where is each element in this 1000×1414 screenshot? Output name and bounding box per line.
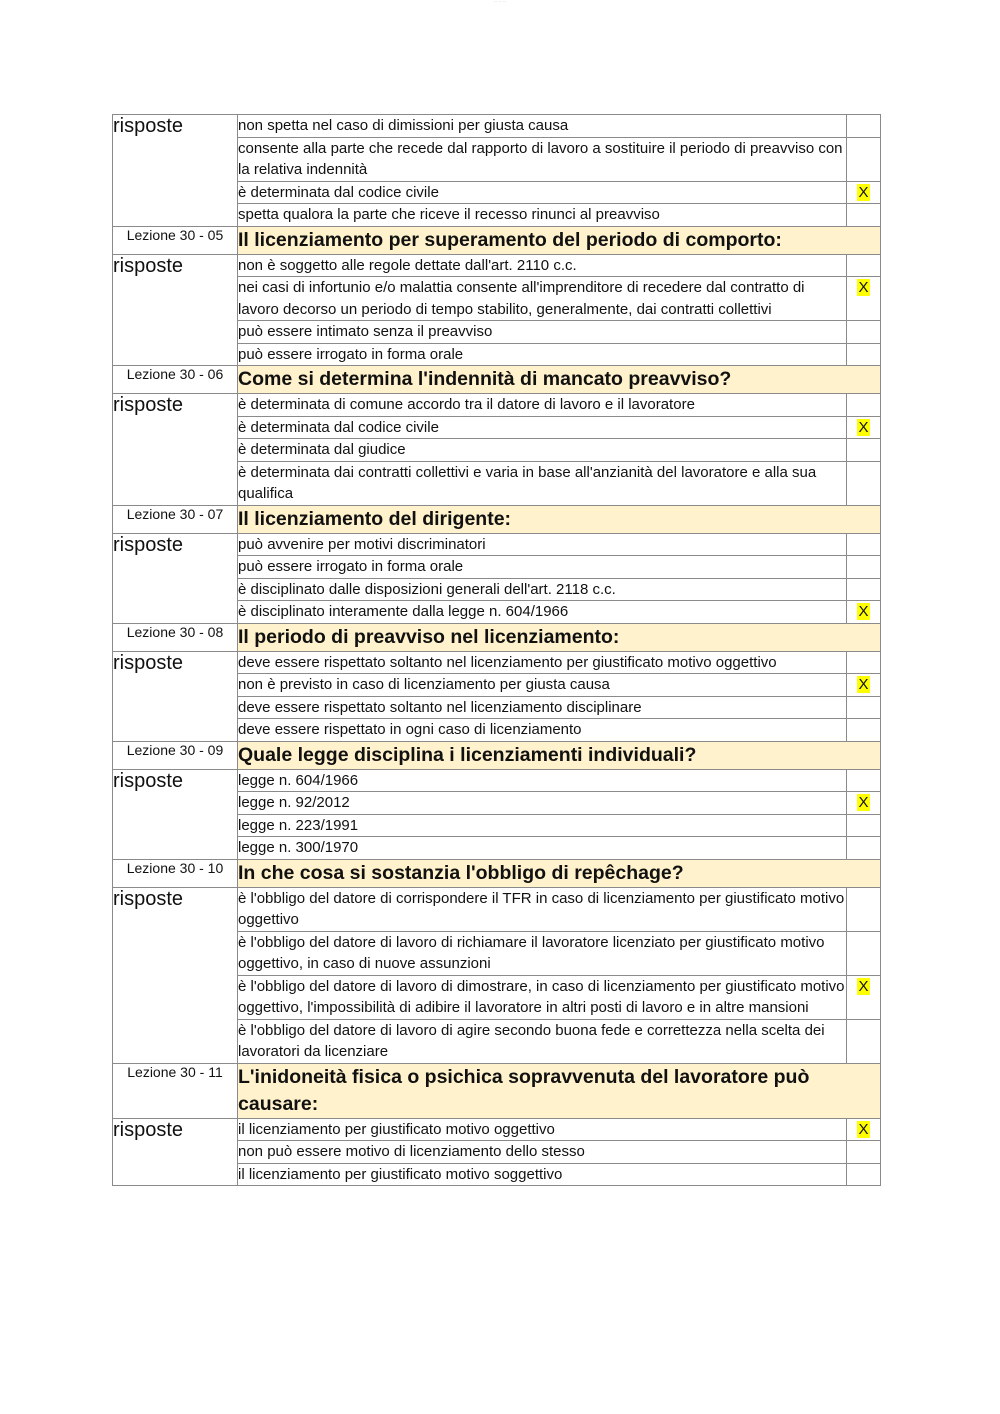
- correct-mark: X: [858, 418, 869, 436]
- answer-mark-cell: [847, 651, 881, 674]
- question-text: Quale legge disciplina i licenziamenti individuali?: [238, 741, 881, 769]
- answer-mark-cell: [847, 719, 881, 742]
- answers-label: risposte: [113, 651, 238, 741]
- question-text: Come si determina l'indennità di mancato preavviso?: [238, 366, 881, 394]
- answer-mark-cell: [847, 814, 881, 837]
- answer-text: è l'obbligo del datore di corrispondere il TFR in caso di licenziamento per giustificato motivo oggettivo: [238, 887, 847, 931]
- answer-mark-cell: [847, 439, 881, 462]
- answers-label: risposte: [113, 533, 238, 623]
- answer-text: non è previsto in caso di licenziamento per giusta causa: [238, 674, 847, 697]
- answer-text: è disciplinato interamente dalla legge n. 604/1966: [238, 601, 847, 624]
- answer-mark-cell: [847, 137, 881, 181]
- lesson-id: Lezione 30 - 07: [113, 505, 238, 533]
- question-row: [113, 623, 881, 651]
- question-row: [113, 226, 881, 254]
- answer-mark-cell: [847, 115, 881, 138]
- answer-row: [113, 887, 881, 931]
- answer-row: [113, 533, 881, 556]
- answer-mark-cell: [847, 321, 881, 344]
- answer-mark-cell: [847, 578, 881, 601]
- lesson-id: Lezione 30 - 05: [113, 226, 238, 254]
- answer-text: legge n. 300/1970: [238, 837, 847, 860]
- answer-mark-cell: [847, 254, 881, 277]
- answer-mark-cell: [847, 696, 881, 719]
- page-header-mark: ··········: [493, 0, 507, 4]
- correct-mark: X: [858, 794, 869, 811]
- answers-label: risposte: [113, 887, 238, 1063]
- answer-text: è determinata dal codice civile: [238, 416, 847, 439]
- answer-row: [113, 769, 881, 792]
- answer-mark-cell: [847, 931, 881, 975]
- lesson-id: Lezione 30 - 11: [113, 1063, 238, 1118]
- answer-mark-cell: [847, 394, 881, 417]
- lesson-id: Lezione 30 - 06: [113, 366, 238, 394]
- answer-mark-cell: [847, 887, 881, 931]
- answer-mark-cell: [847, 204, 881, 227]
- answer-text: è disciplinato dalle disposizioni generali dell'art. 2118 c.c.: [238, 578, 847, 601]
- answer-mark-cell: [847, 461, 881, 505]
- answer-mark-cell: [847, 277, 881, 321]
- answer-text: deve essere rispettato soltanto nel licenziamento disciplinare: [238, 696, 847, 719]
- answers-label: risposte: [113, 769, 238, 859]
- answer-text: può avvenire per motivi discriminatori: [238, 533, 847, 556]
- answer-mark-cell: [847, 792, 881, 815]
- correct-mark: X: [858, 676, 869, 693]
- answer-mark-cell: [847, 975, 881, 1019]
- answer-text: può essere intimato senza il preavviso: [238, 321, 847, 344]
- answer-mark-cell: [847, 181, 881, 204]
- answer-text: non può essere motivo di licenziamento dello stesso: [238, 1141, 847, 1164]
- answer-text: legge n. 604/1966: [238, 769, 847, 792]
- answer-row: [113, 1118, 881, 1141]
- question-text: L'inidoneità fisica o psichica sopravvenuta del lavoratore può causare:: [238, 1063, 881, 1118]
- question-row: [113, 366, 881, 394]
- answer-text: è determinata di comune accordo tra il datore di lavoro e il lavoratore: [238, 394, 847, 417]
- question-text: Il periodo di preavviso nel licenziamento:: [238, 623, 881, 651]
- answer-mark-cell: [847, 1163, 881, 1186]
- answer-text: è l'obbligo del datore di lavoro di agire secondo buona fede e correttezza nella scelta dei lavoratori da licenziare: [238, 1019, 847, 1063]
- question-text: Il licenziamento per superamento del periodo di comporto:: [238, 226, 881, 254]
- answer-text: legge n. 223/1991: [238, 814, 847, 837]
- answers-label: risposte: [113, 1118, 238, 1186]
- answer-text: è l'obbligo del datore di lavoro di richiamare il lavoratore licenziato per giustificato motivo oggettivo, in caso di nuove assunzioni: [238, 931, 847, 975]
- question-row: [113, 741, 881, 769]
- answers-label: risposte: [113, 115, 238, 227]
- answer-mark-cell: [847, 769, 881, 792]
- answer-mark-cell: [847, 837, 881, 860]
- answer-row: [113, 254, 881, 277]
- answer-text: è determinata dal codice civile: [238, 181, 847, 204]
- lesson-id: Lezione 30 - 08: [113, 623, 238, 651]
- question-row: [113, 505, 881, 533]
- answer-text: può essere irrogato in forma orale: [238, 556, 847, 579]
- question-row: [113, 1063, 881, 1118]
- answer-text: è determinata dai contratti collettivi e varia in base all'anzianità del lavoratore e alla sua qualifica: [238, 461, 847, 505]
- answers-label: risposte: [113, 254, 238, 366]
- correct-mark: X: [858, 183, 869, 201]
- correct-mark: X: [858, 603, 869, 620]
- answer-mark-cell: [847, 343, 881, 366]
- quiz-table: [112, 114, 881, 1186]
- answer-mark-cell: [847, 416, 881, 439]
- correct-mark: X: [858, 1120, 869, 1138]
- answer-text: spetta qualora la parte che riceve il recesso rinunci al preavviso: [238, 204, 847, 227]
- answer-mark-cell: [847, 674, 881, 697]
- answer-mark-cell: [847, 601, 881, 624]
- lesson-id: Lezione 30 - 10: [113, 859, 238, 887]
- answer-row: [113, 394, 881, 417]
- answer-text: legge n. 92/2012: [238, 792, 847, 815]
- answer-row: [113, 115, 881, 138]
- answer-text: nei casi di infortunio e/o malattia consente all'imprenditore di recedere dal contratto di lavoro decorso un periodo di tempo stabilito, generalmente, dai contratti collettivi: [238, 277, 847, 321]
- answer-text: consente alla parte che recede dal rapporto di lavoro a sostituire il periodo di preavviso con la relativa indennità: [238, 137, 847, 181]
- question-text: Il licenziamento del dirigente:: [238, 505, 881, 533]
- answer-text: non è soggetto alle regole dettate dall'art. 2110 c.c.: [238, 254, 847, 277]
- answer-mark-cell: [847, 533, 881, 556]
- lesson-id: Lezione 30 - 09: [113, 741, 238, 769]
- answer-text: non spetta nel caso di dimissioni per giusta causa: [238, 115, 847, 138]
- answer-mark-cell: [847, 556, 881, 579]
- answer-text: può essere irrogato in forma orale: [238, 343, 847, 366]
- answer-text: il licenziamento per giustificato motivo soggettivo: [238, 1163, 847, 1186]
- answer-text: deve essere rispettato soltanto nel licenziamento per giustificato motivo oggettivo: [238, 651, 847, 674]
- answers-label: risposte: [113, 394, 238, 506]
- answer-mark-cell: [847, 1141, 881, 1164]
- question-text: In che cosa si sostanzia l'obbligo di repêchage?: [238, 859, 881, 887]
- answer-text: è determinata dal giudice: [238, 439, 847, 462]
- correct-mark: X: [858, 977, 869, 995]
- answer-row: [113, 651, 881, 674]
- answer-text: deve essere rispettato in ogni caso di licenziamento: [238, 719, 847, 742]
- answer-text: è l'obbligo del datore di lavoro di dimostrare, in caso di licenziamento per giustificato motivo oggettivo, l'impossibilità di adibire il lavoratore in altri posti di lavoro e in altre mansioni: [238, 975, 847, 1019]
- answer-text: il licenziamento per giustificato motivo oggettivo: [238, 1118, 847, 1141]
- answer-mark-cell: [847, 1118, 881, 1141]
- answer-mark-cell: [847, 1019, 881, 1063]
- correct-mark: X: [858, 279, 869, 296]
- question-row: [113, 859, 881, 887]
